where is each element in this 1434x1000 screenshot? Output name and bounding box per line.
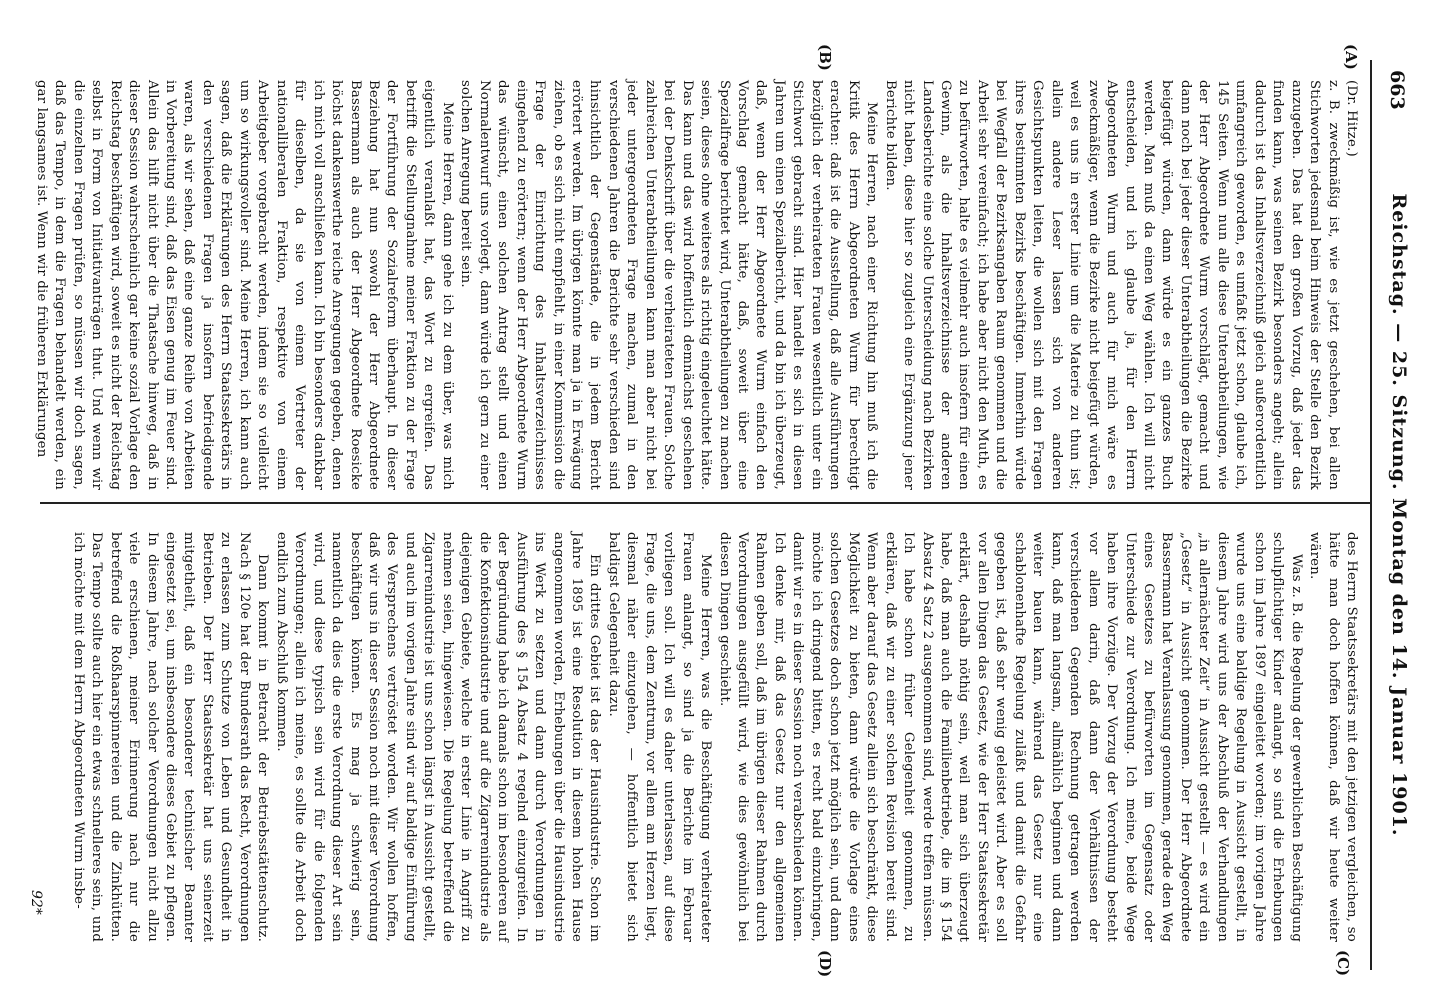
footer-number: 92* xyxy=(28,890,44,915)
left-paragraph-2: Meine Herren, nach einer Richtung hin muß ich die Kritik des Herrn Abgeordneten Wurm für berechtigt erachten: daß ist die Ausstellung, daß alle Ausführungen bezüglich der verheirateten Frauen wesentlich unter ein Stichwort gebracht sind. Hier handelt es sich in diesen Jahren um einen Spezialbericht, und da bin ich überzeugt, daß, wenn der Herr Abgeordnete Wurm einfach den Vorschlag gemacht hätte, daß, soweit über eine Spezialfrage berichtet wird, Unterabtheilungen zu machen seien, dieses ohne weiteres als richtig eingeleuchtet hätte. Das kann und das wird hoffentlich demnächst geschehen bei der Denkschrift über die verheirateten Frauen. Solche zahlreichen Unterabtheilungen kann man aber nicht bei jeder untergeordneten Frage machen, zumal in den verschiedenen Jahren die Berichte sehr verschieden sind hinsichtlich der Gegenstände, die in jedem Bericht erörtert werden. Im übrigen könnte man ja in Erwägung ziehen, ob es sich nicht empfiehlt, in einer Kommission die Frage der Einrichtung des Inhaltsverzeichnisses eingehend zu erörtern; wenn der Herr Abgeordnete Wurm das wünscht, einen solchen Antrag stellt und einen Normalentwurf uns vorlegt, dann würde ich gern zu einer solchen Anregung bereit sein. xyxy=(458,80,880,490)
margin-mark-c: (C) xyxy=(1334,950,1352,977)
right-paragraph-3: Meine Herren, was die Beschäftigung verheirateter Frauen anlangt, so sind ja die Berichte im Februar vorliegen soll. Ich will es daher unterlassen, auf diese Frage, die uns, dem Zentrum, vor allem am Herzen liegt, diesmal näher einzugehen, — hoffentlich bietet sich baldigst Gelegenheit dazu. xyxy=(605,532,714,942)
header-rule xyxy=(1370,60,1372,970)
page-header xyxy=(1380,70,1414,960)
margin-mark-a: (A) xyxy=(1342,44,1360,70)
right-paragraph-1: des Herrn Staatssekretärs mit den jetzigen vergleichen, so hätte man doch hoffen können, daß wir heute weiter wären. xyxy=(1307,532,1359,942)
left-paragraph-1: z. B. zweckmäßig ist, wie es jetzt geschehen, bei allen Stichworten jedesmal beim Hinweis der Stelle den Bezirk anzugeben. Das hat den großen Vorzug, daß jeder das finden kann, was seinen Bezirk besonders angeht; allein dadurch ist das Inhaltsverzeichniß gleich außerordentlich umfangreich geworden, es umfaßt jetzt schon, glaube ich, 145 Seiten. Wenn nun alle diese Unterabtheilungen, wie der Herr Abgeordnete Wurm vorschlägt, gemacht und dann noch bei jeder dieser Unterabtheilungen die Bezirke beigefügt würden, dann würde es ein ganzes Buch werden. Man muß da einen Weg wählen. Ich will nicht entscheiden, und ich glaube ja, für den Herrn Abgeordneten Wurm und auch für mich wäre es zweckmäßiger, wenn die Bezirke nicht beigefügt würden, weil es uns in erster Linie um die Materie zu thun ist; allein andere Leser lassen sich von anderen Gesichtspunkten leiten, die wollen sich mit den Fragen ihres bestimmten Bezirks beschäftigen. Immerhin würde bei Wegfall der Bezirksangaben Raum genommen und die Arbeit sehr vereinfacht; ich habe aber nicht den Muth, es zu befürworten, halte es vielmehr auch insofern für einen Gewinn, als die Inhaltsverzeichnisse der anderen Landesberichte eine solche Unterscheidung nach Bezirken nicht haben, diese hier so zugleich eine Ergänzung jener Berichte bilden. xyxy=(882,80,1341,490)
left-column xyxy=(31,80,1360,490)
right-paragraph-5: Dann kommt in Betracht der Betriebsstättenschutz. Nach § 120e hat der Bundesrath das Recht, Verordnungen zu erlassen zum Schutze von Leben und Gesundheit in Betrieben. Der Herr Staatssekretär hat uns seinerzeit mitgetheilt, daß ein besonderer technischer Beamter eingesetzt sei, um insbesondere dieses Gebiet zu pflegen. In diesem Jahre, nach solcher Verordnungen nicht allzu viele erschienen, meiner Erinnerung nach nur die betreffend die Roßhaarspinnereien und die Zinkhütten. Das Tempo sollte auch hier ein etwas schnelleres sein, und ich möchte mit dem Herrn Abgeordneten Wurm insbe- xyxy=(70,532,271,942)
right-column xyxy=(68,532,1360,942)
speaker-label: (Dr. Hitze.) xyxy=(1344,80,1359,157)
right-paragraph-2: Was z. B. die Regelung der gewerblichen Beschäftigung schulpflichtiger Kinder anlangt, so sind die Erhebungen schon im Jahre 1897 eingeleitet worden; im vorigen Jahre wurde uns eine baldige Regelung in Aussicht gestellt, in diesem Jahre wird uns der Abschluß der Verhandlungen „in allernächster Zeit“ in Aussicht gestellt — es wird ein „Gesetz“ in Aussicht genommen. Der Herr Abgeordnete Bassermann hat Veranlassung genommen, gerade den Weg eines Gesetzes zu befürworten im Gegensatz oder Unterschiede zur Verordnung. Ich meine, beide Wege haben ihre Vorzüge. Der Vorzug der Verordnung besteht vor allem darin, daß dann der Verhältnissen der verschiedenen Gegenden Rechnung getragen werden kann, daß man langsam, allmählich beginnen und dann weiter bauen kann, während das Gesetz nur eine schablonenhafte Regelung zuläßt und damit die Gefahr gegeben ist, daß sehr wenig geleistet wird. Aber es soll vor allen Dingen das Gesetz, wie der Herr Staatssekretär erklärt, deshalb nöthig sein, weil man sich überzeugt habe, daß man auch die Familienbetriebe, die im § 154 Absatz 4 Satz 2 ausgenommen sind, werde treffen müssen. Ich habe schon früher Gelegenheit genommen, zu erklären, daß wir zu einer solchen Revision bereit sind. Wenn aber darauf das Gesetz allein sich beschränkt, diese Möglichkeit zu bieten, dann würde die Vorlage eines solchen Gesetzes doch schon jetzt möglich sein, und dann möchte ich dringend bitten, es recht bald einzubringen, damit wir es in dieser Session noch verabschieden können. Ich denke mir, daß das Gesetz nur den allgemeinen Rahmen geben soll, daß im übrigen dieser Rahmen durch Verordnungen ausgefüllt wird, wie dies gewöhnlich bei diesen Dingen geschieht. xyxy=(716,532,1304,942)
left-paragraph-3: Meine Herren, dann gehe ich zu dem über, was mich eigentlich veranlaßt hat, das Wort zu ergreifen. Das betrifft die Stellungnahme meiner Fraktion zu der Frage der Fortführung der Sozialreform überhaupt. In dieser Beziehung hat nun sowohl der Herr Abgeordnete Bassermann als auch der Herr Abgeordnete Roesicke höchst dankenswerthe reiche Anregungen gegeben, denen ich mich voll anschließen kann. Ich bin besonders dankbar für dieselben, da sie von einem Vertreter der nationalliberalen Fraktion, respektive von einem Arbeitgeber vorgebracht werden, indem sie so vielleicht um so wirkungsvoller sind. Meine Herren, ich kann auch sagen, daß die Erklärungen des Herrn Staatssekretärs in den verschiedenen Fragen ja insofern befriedigende waren, als wir sehen, daß eine ganze Reihe von Arbeiten in Vorbereitung sind, daß das Eisen genug im Feuer sind. Allein das hilft nicht über die Thatsache hinweg, daß in dieser Session wahrscheinlich gar keine sozial Vorlage den Reichstag beschäftigen wird, soweit es nicht der Reichstag selbst in Form von Initiativanträgen thut. Und wenn wir die einzelnen Fragen prüfen, so müssen wir doch sagen, daß das Tempo, in dem die Fragen behandelt werden, ein gar langsames ist. Wenn wir die früheren Erklärungen xyxy=(33,80,455,490)
margin-mark-d: (D) xyxy=(816,950,834,978)
page-title: Reichstag. — 25. Sitzung. Montag den 14. Januar 1901. xyxy=(1388,193,1410,837)
right-paragraph-4: Ein drittes Gebiet ist das der Hausindustrie. Schon im Jahre 1895 ist eine Resolution in diesem hohen Hause angenommen worden, Erhebungen über die Hausindustrie ins Werk zu setzen und dann durch Verordnungen in Ausführung des § 154 Absatz 4 regelnd einzugreifen. In der Begründung habe ich damals schon im besonderen auf die Konfektionsindustrie und auf die Zigarrenindustrie als diejenigen Gebiete, welche in erster Linie in Angriff zu nehmen seien, hingewiesen. Die Regelung betreffend die Zigarrenindustrie ist uns schon längst in Aussicht gestellt, und auch im vorigen Jahre sind wir auf baldige Einführung des Versprechens vertröstet worden. Wir wollen hoffen, daß wir uns in dieser Session noch mit dieser Verordnung beschäftigen können. Es mag ja schwierig sein, namentlich da dies die erste Verordnung dieser Art sein wird, und diese typisch sein wird für die folgenden Verordnungen; allein ich meine, es sollte die Arbeit doch endlich zum Abschluß kommen. xyxy=(273,532,603,942)
margin-mark-b: (B) xyxy=(816,44,834,71)
page-number: 663 xyxy=(1386,70,1408,110)
column-divider xyxy=(40,502,1372,504)
